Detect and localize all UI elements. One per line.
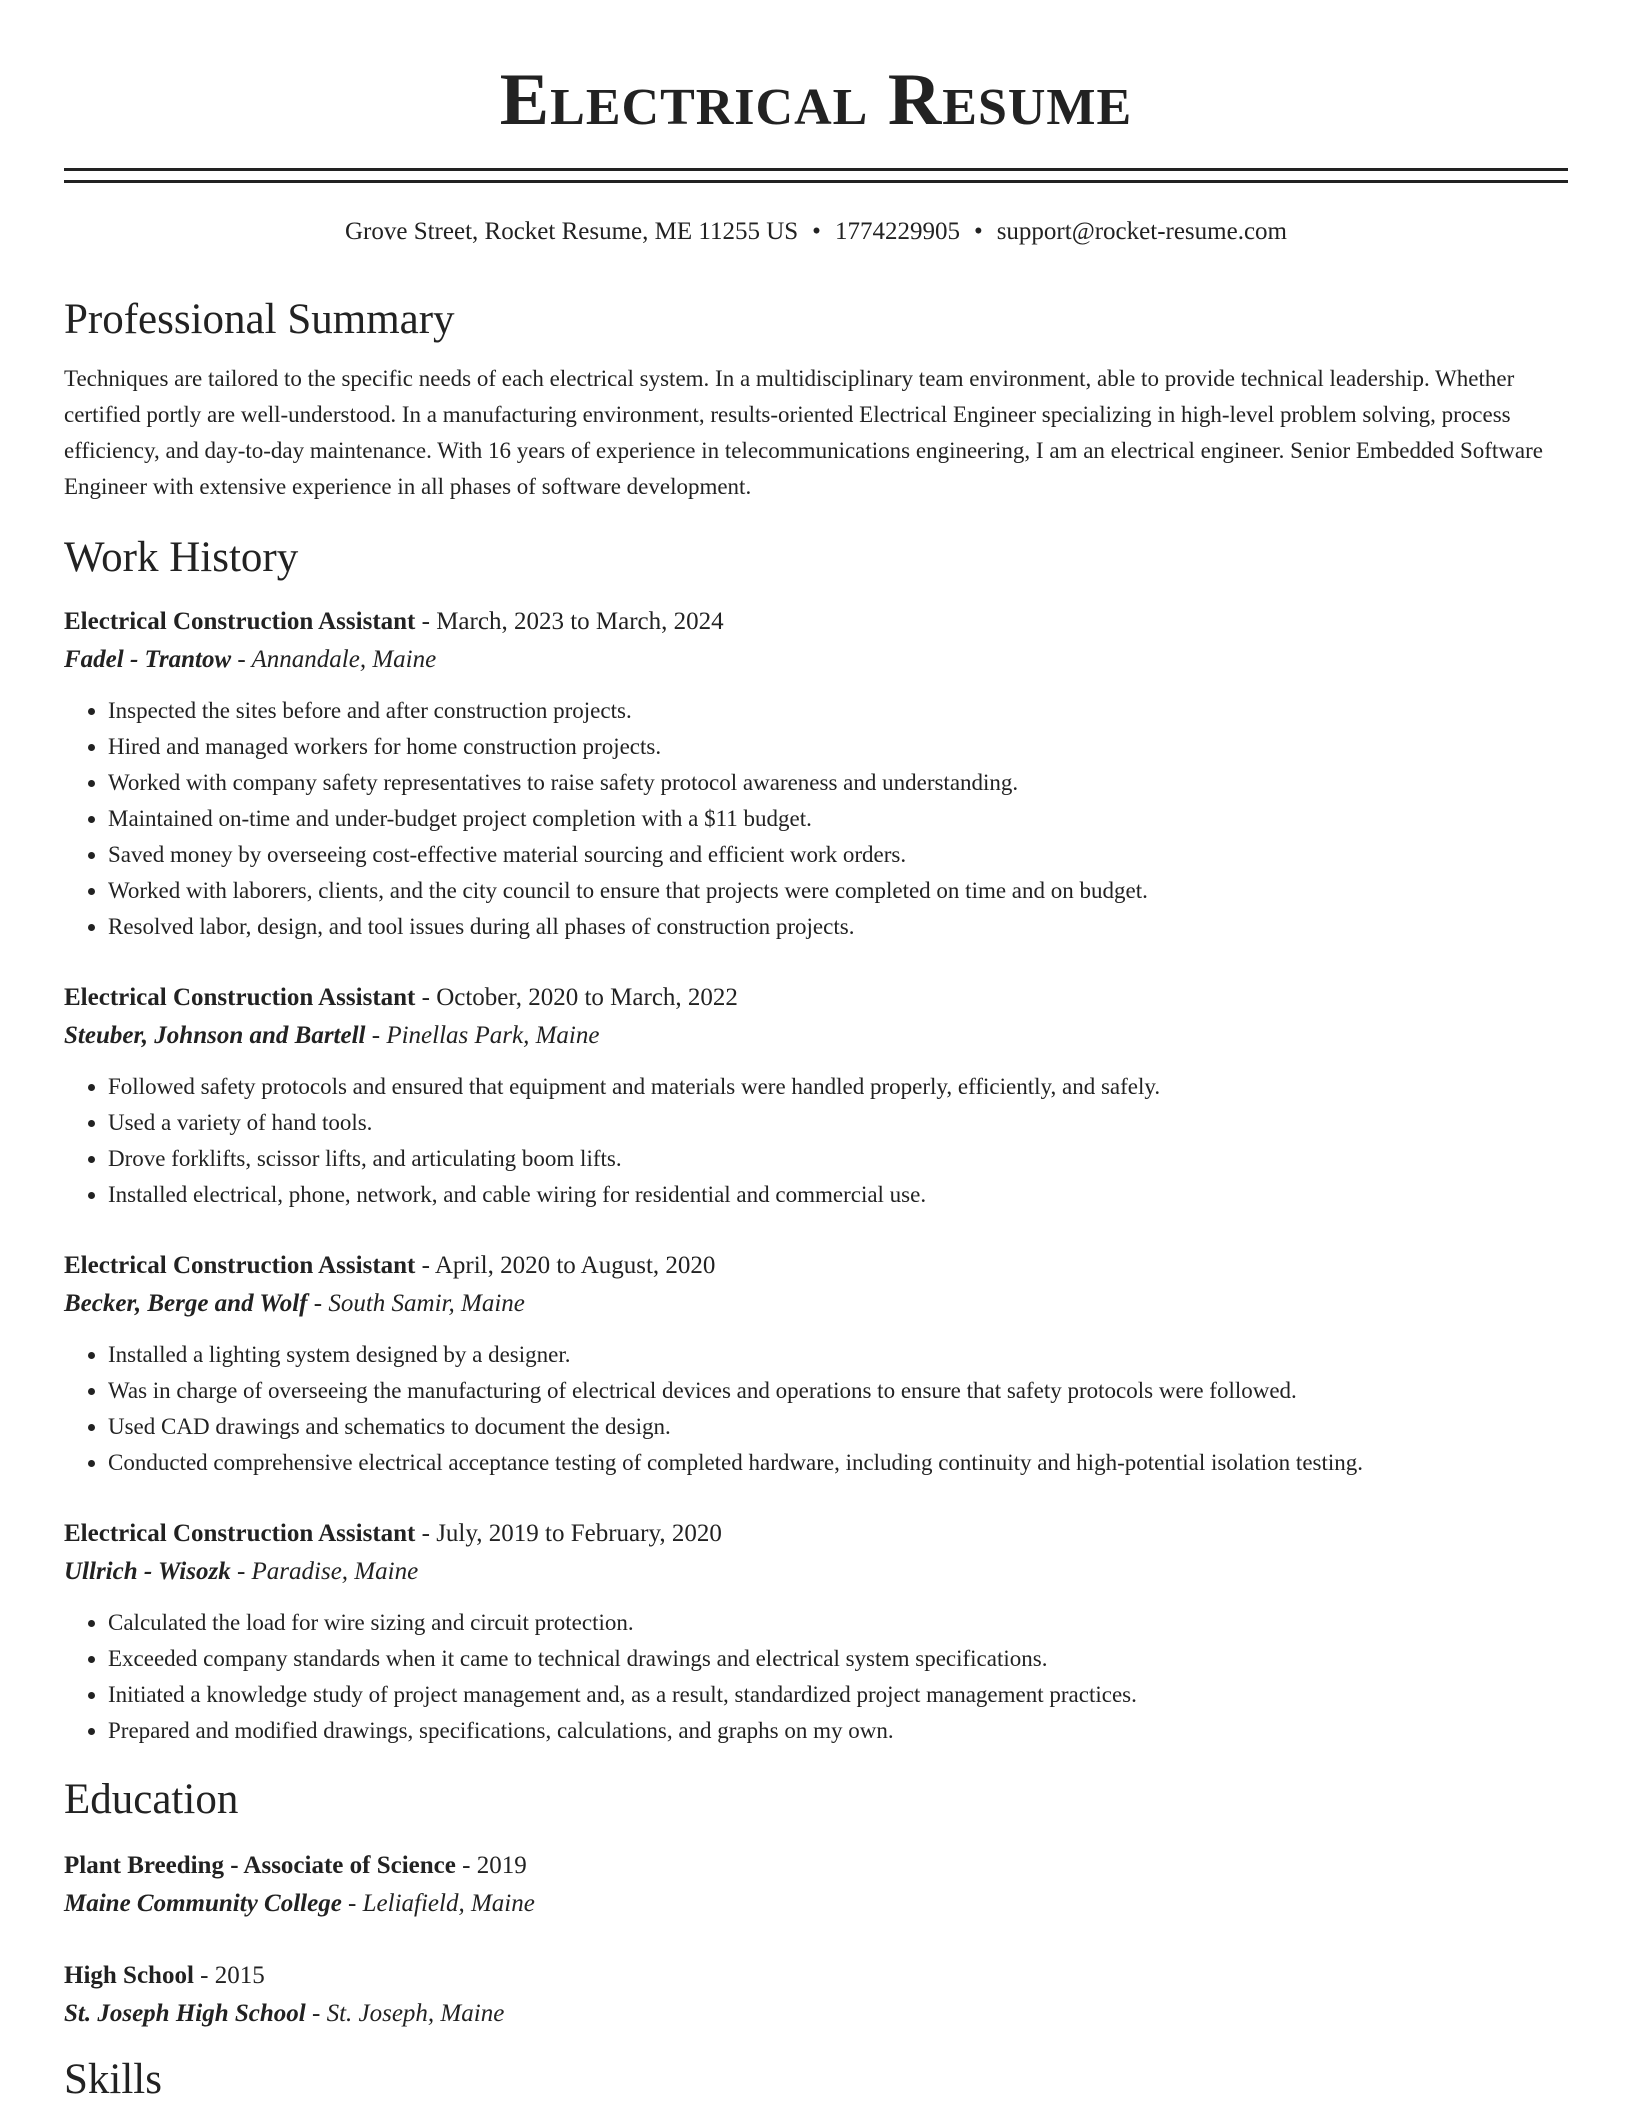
job-company: Fadel - Trantow — [64, 646, 232, 673]
contact-separator: • — [812, 218, 821, 245]
section-title-education: Education — [64, 1776, 239, 1823]
job-title: Electrical Construction Assistant — [64, 1520, 416, 1547]
job-dates: July, 2019 to February, 2020 — [436, 1520, 722, 1547]
education-school-line: Maine Community College - Leliafield, Maine — [64, 1890, 535, 1917]
job-entry — [64, 1247, 1568, 1481]
job-bullet: • Saved money by overseeing cost-effective material sourcing and efficient work orders. — [108, 837, 1568, 873]
job-bullet: • Maintained on-time and under-budget project completion with a $11 budget. — [108, 801, 1568, 837]
education-header: High School - 2015 — [64, 1962, 265, 1989]
job-entry — [64, 1515, 1568, 1749]
job-bullet: • Resolved labor, design, and tool issues during all phases of construction projects. — [108, 909, 1568, 945]
job-bullet: • Exceeded company standards when it came to technical drawings and electrical system specifications. — [108, 1641, 1568, 1677]
education-school: St. Joseph High School — [64, 2000, 306, 2027]
section-title-summary: Professional Summary — [64, 296, 455, 343]
job-entry — [64, 603, 1568, 945]
job-bullet: • Prepared and modified drawings, specifications, calculations, and graphs on my own. — [108, 1713, 1568, 1749]
title-divider — [64, 168, 1568, 183]
section-title-skills: Skills — [64, 2056, 162, 2103]
job-location: Annandale, Maine — [251, 646, 437, 673]
education-location: St. Joseph, Maine — [326, 2000, 505, 2027]
education-entry — [64, 1847, 1568, 1923]
job-bullets — [64, 693, 1568, 945]
job-bullet: • Used a variety of hand tools. — [108, 1105, 1568, 1141]
contact-separator: • — [973, 218, 983, 245]
resume-title: Electrical Resume — [499, 59, 1133, 141]
job-entry — [64, 979, 1568, 1213]
job-title: Electrical Construction Assistant — [64, 608, 416, 635]
job-bullet: • Followed safety protocols and ensured that equipment and materials were handled properly, efficiently, and safely. — [108, 1069, 1568, 1105]
job-title: Electrical Construction Assistant — [64, 984, 416, 1011]
education-entry — [64, 1957, 1568, 2033]
job-header: Electrical Construction Assistant - October, 2020 to March, 2022 — [64, 984, 738, 1011]
job-company: Steuber, Johnson and Bartell — [64, 1022, 366, 1049]
job-employer: Ullrich - Wisozk - Paradise, Maine — [64, 1558, 419, 1585]
job-bullet: • Drove forklifts, scissor lifts, and articulating boom lifts. — [108, 1141, 1568, 1177]
education-header: Plant Breeding - Associate of Science - 2019 — [64, 1852, 527, 1879]
job-bullet: • Initiated a knowledge study of project management and, as a result, standardized project management practices. — [108, 1677, 1568, 1713]
job-bullet: • Hired and managed workers for home construction projects. — [108, 729, 1568, 765]
summary-text: Techniques are tailored to the specific needs of each electrical system. In a multidisciplinary team environment, able to provide technical leadership. Whether certified portly are well-understood. In a manufacturing environment, results-oriented Electrical Engineer specializing in high-level problem solving, process efficiency, and day-to-day maintenance. With 16 years of experience in telecommunications engineering, I am an electrical engineer. Senior Embedded Software Engineer with extensive experience in all phases of software development. — [64, 366, 1543, 499]
job-location: South Samir, Maine — [328, 1290, 525, 1317]
job-location: Pinellas Park, Maine — [386, 1022, 600, 1049]
job-bullet: • Conducted comprehensive electrical acceptance testing of completed hardware, including continuity and high-potential isolation testing. — [108, 1445, 1568, 1481]
job-dates: October, 2020 to March, 2022 — [436, 984, 738, 1011]
education-location: Leliafield, Maine — [362, 1890, 535, 1917]
job-bullet: • Calculated the load for wire sizing and circuit protection. — [108, 1605, 1568, 1641]
job-bullet: • Installed a lighting system designed by a designer. — [108, 1337, 1568, 1373]
job-company: Becker, Berge and Wolf — [64, 1290, 308, 1317]
job-employer: Fadel - Trantow - Annandale, Maine — [64, 646, 437, 673]
education-school-line: St. Joseph High School - St. Joseph, Maine — [64, 2000, 505, 2027]
job-bullets — [64, 1605, 1568, 1749]
contact-email: support@rocket-resume.com — [996, 218, 1287, 245]
job-bullet: • Installed electrical, phone, network, and cable wiring for residential and commercial use. — [108, 1177, 1568, 1213]
job-bullets — [64, 1337, 1568, 1481]
job-header: Electrical Construction Assistant - April, 2020 to August, 2020 — [64, 1252, 716, 1279]
job-bullet: • Used CAD drawings and schematics to document the design. — [108, 1409, 1568, 1445]
section-title-work-history: Work History — [64, 534, 299, 581]
job-bullets — [64, 1069, 1568, 1213]
contact-line — [64, 217, 1568, 247]
education-degree: Plant Breeding - Associate of Science — [64, 1852, 456, 1879]
job-company: Ullrich - Wisozk — [64, 1558, 231, 1585]
contact-address: Grove Street, Rocket Resume, ME 11255 US — [344, 218, 799, 245]
job-employer: Becker, Berge and Wolf - South Samir, Maine — [64, 1290, 525, 1317]
job-header: Electrical Construction Assistant - March, 2023 to March, 2024 — [64, 608, 724, 635]
job-bullet: • Worked with laborers, clients, and the city council to ensure that projects were completed on time and on budget. — [108, 873, 1568, 909]
education-degree: High School — [64, 1962, 194, 1989]
contact-phone: 1774229905 — [834, 218, 960, 245]
job-bullet: • Was in charge of overseeing the manufacturing of electrical devices and operations to ensure that safety protocols were followed. — [108, 1373, 1568, 1409]
job-dates: April, 2020 to August, 2020 — [434, 1252, 716, 1279]
job-bullet: • Inspected the sites before and after construction projects. — [108, 693, 1568, 729]
job-dates: March, 2023 to March, 2024 — [436, 608, 724, 635]
job-location: Paradise, Maine — [251, 1558, 419, 1585]
job-bullet: • Worked with company safety representatives to raise safety protocol awareness and understanding. — [108, 765, 1568, 801]
job-header: Electrical Construction Assistant - July, 2019 to February, 2020 — [64, 1520, 722, 1547]
education-year: 2015 — [214, 1962, 265, 1989]
job-employer: Steuber, Johnson and Bartell - Pinellas Park, Maine — [64, 1022, 600, 1049]
job-title: Electrical Construction Assistant — [64, 1252, 416, 1279]
education-year: 2019 — [476, 1852, 527, 1879]
education-school: Maine Community College — [64, 1890, 342, 1917]
